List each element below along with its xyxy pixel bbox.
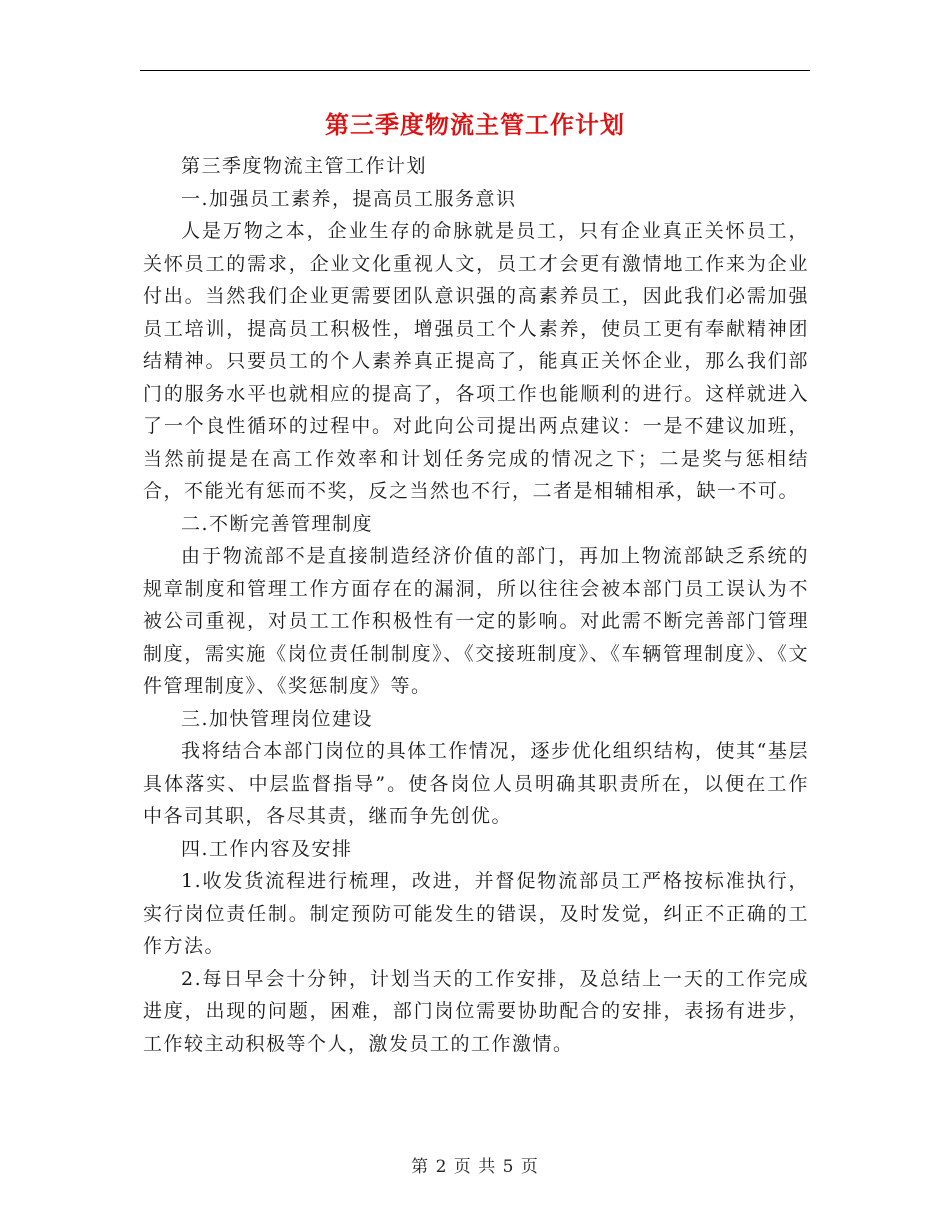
header-rule xyxy=(140,70,810,71)
section-paragraph-3: 我将结合本部门岗位的具体工作情况，逐步优化组织结构，使其“基层具体落实、中层监督指导”。使各岗位人员明确其职责所在，以便在工作中各司其职，各尽其责，继而争先创优。 xyxy=(143,740,809,827)
section-paragraph-2: 由于物流部不是直接制造经济价值的部门，再加上物流部缺乏系统的规章制度和管理工作方面存在的漏洞，所以往往会被本部门员工误认为不被公司重视，对员工工作积极性有一定的影响。对此需不断完善部门管理制度，需实施《岗位责任制制度》、《交接班制度》、《车辆管理制度》、《文件管理制度》、《奖惩制度》等。 xyxy=(143,545,809,697)
document-body xyxy=(143,150,809,1060)
page-number: 第 2 页 共 5 页 xyxy=(411,1157,539,1177)
section-heading-3: 三.加快管理岗位建设 xyxy=(181,707,374,730)
section-heading-4: 四.工作内容及安排 xyxy=(181,837,353,860)
section-paragraph-1: 人是万物之本，企业生存的命脉就是员工，只有企业真正关怀员工，关怀员工的需求，企业文化重视人文，员工才会更有激情地工作来为企业付出。当然我们企业更需要团队意识强的高素养员工，因此我们必需加强员工培训，提高员工积极性，增强员工个人素养，使员工更有奉献精神团结精神。只要员工的个人素养真正提高了，能真正关怀企业，那么我们部门的服务水平也就相应的提高了，各项工作也能顺利的进行。这样就进入了一个良性循环的过程中。对此向公司提出两点建议：一是不建议加班，当然前提是在高工作效率和计划任务完成的情况之下；二是奖与惩相结合，不能光有惩而不奖，反之当然也不行，二者是相辅相承，缺一不可。 xyxy=(143,220,809,502)
body-heading: 第三季度物流主管工作计划 xyxy=(181,155,428,177)
section-heading-2: 二.不断完善管理制度 xyxy=(181,512,374,535)
section-heading-1: 一.加强员工素养，提高员工服务意识 xyxy=(181,187,517,210)
work-item-2: 2.每日早会十分钟，计划当天的工作安排，及总结上一天的工作完成进度，出现的问题，困难，部门岗位需要协助配合的安排，表扬有进步，工作较主动积极等个人，激发员工的工作激情。 xyxy=(143,967,809,1055)
work-item-1: 1.收发货流程进行梳理，改进，并督促物流部员工严格按标准执行，实行岗位责任制。制定预防可能发生的错误，及时发觉，纠正不正确的工作方法。 xyxy=(143,870,809,957)
document-title: 第三季度物流主管工作计划 xyxy=(325,110,625,139)
